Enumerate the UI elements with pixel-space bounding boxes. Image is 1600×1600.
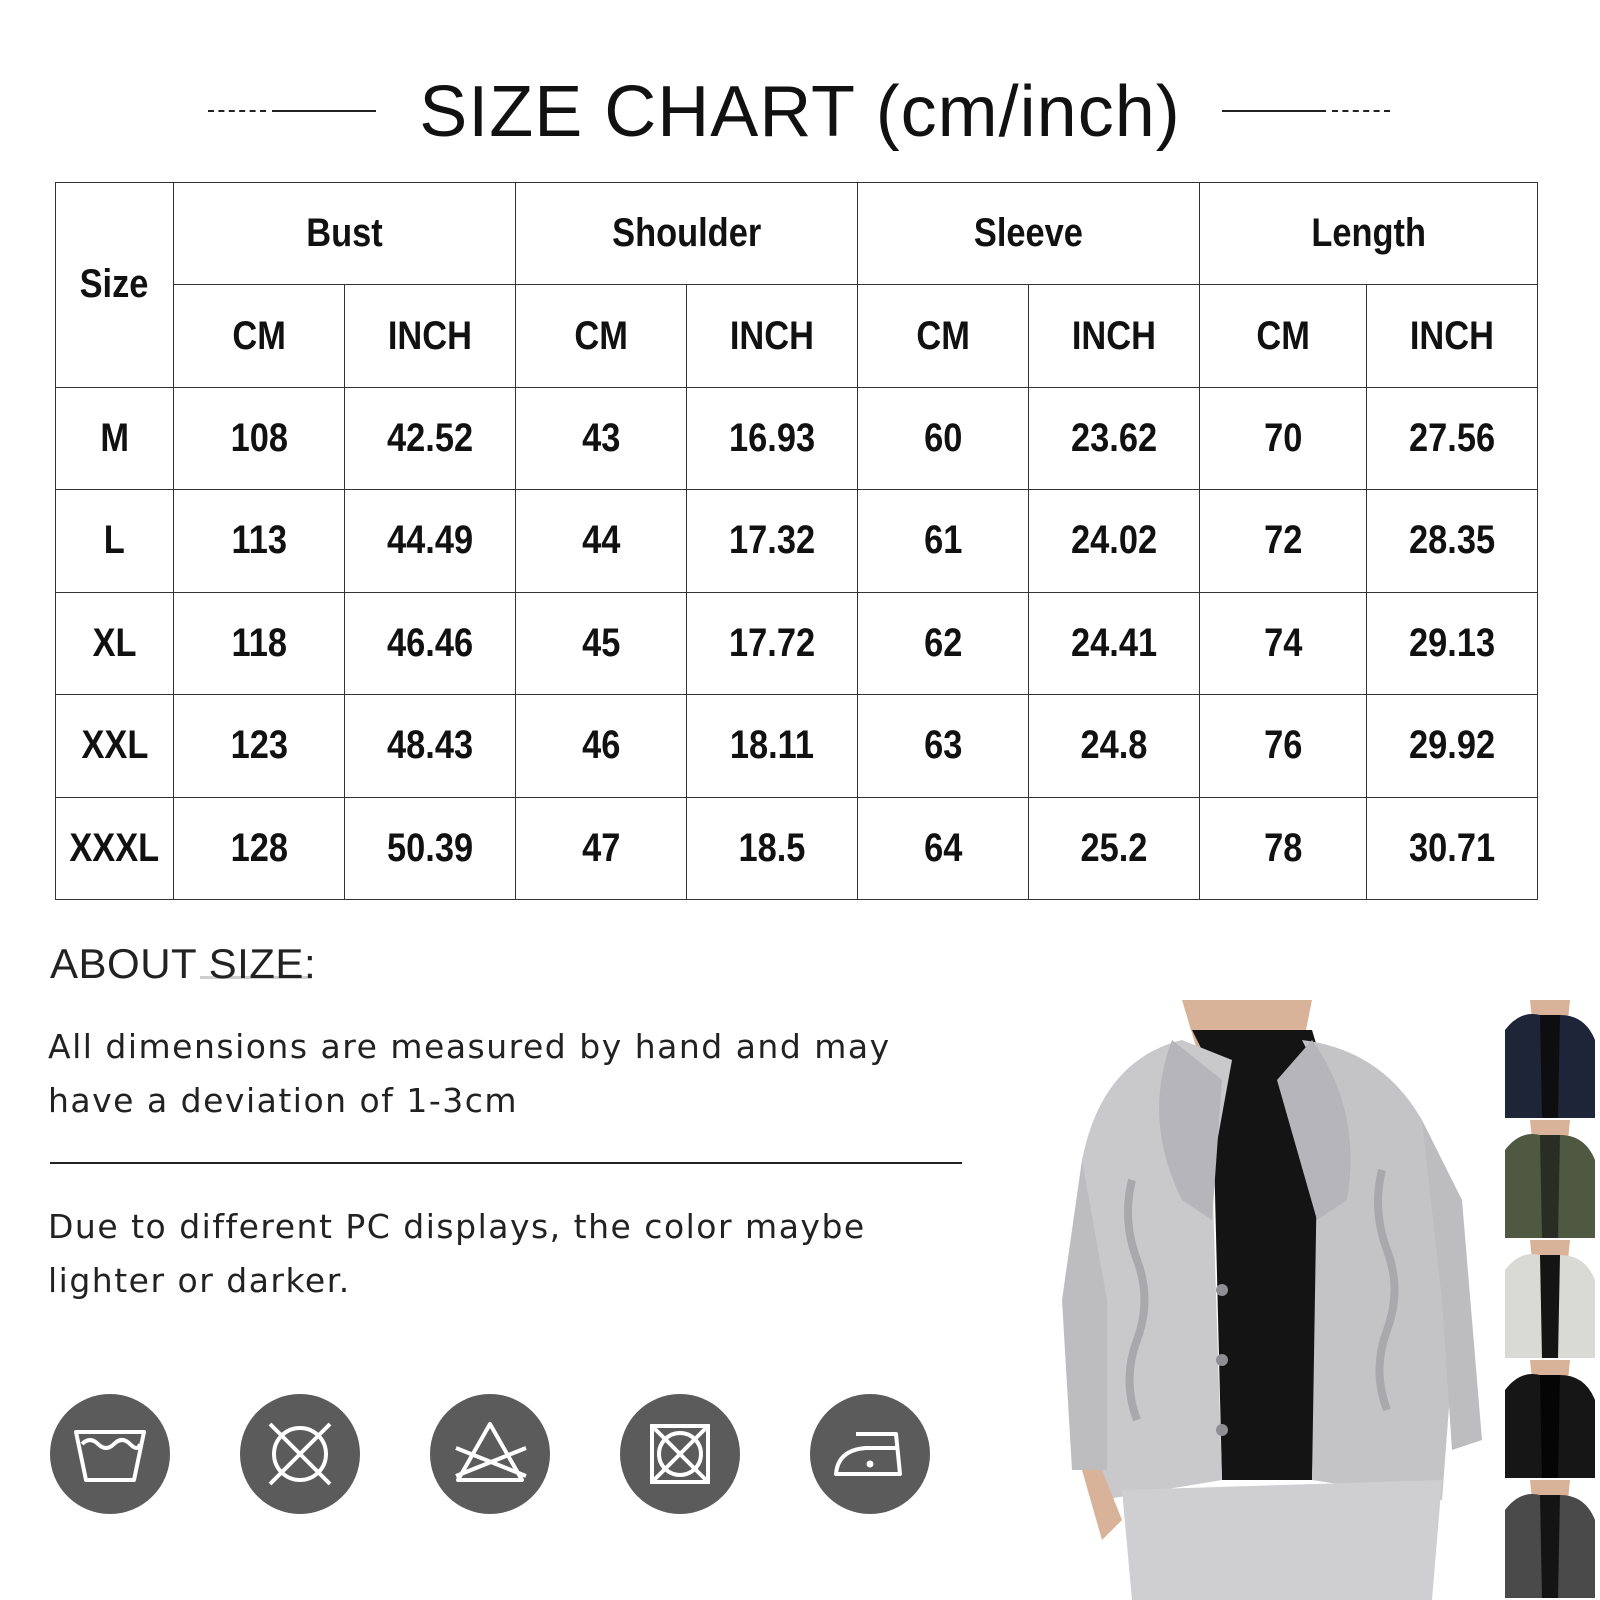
product-photo	[1062, 1000, 1500, 1600]
value-cell: 70	[1200, 387, 1367, 489]
value-cell: 24.41	[1029, 592, 1200, 694]
value-cell: 25.2	[1029, 797, 1200, 899]
title-row	[0, 62, 1600, 162]
color-thumbnails	[1500, 1000, 1600, 1600]
value-cell: 24.8	[1029, 695, 1200, 797]
color-thumbnail-navy[interactable]	[1500, 1000, 1600, 1118]
size-cell: XL	[56, 592, 174, 694]
value-cell: 43	[516, 387, 687, 489]
size-cell: XXXL	[56, 797, 174, 899]
unit-header: CM	[1200, 285, 1367, 387]
value-cell: 29.92	[1367, 695, 1538, 797]
low-iron-icon	[810, 1394, 930, 1514]
value-cell: 28.35	[1367, 490, 1538, 592]
value-cell: 60	[858, 387, 1029, 489]
value-cell: 62	[858, 592, 1029, 694]
table-row	[56, 387, 1538, 489]
value-cell: 18.5	[687, 797, 858, 899]
value-cell: 46	[516, 695, 687, 797]
unit-header: CM	[858, 285, 1029, 387]
value-cell: 63	[858, 695, 1029, 797]
value-cell: 47	[516, 797, 687, 899]
color-thumbnail-gray[interactable]	[1500, 1480, 1600, 1598]
about-note-measurement: All dimensions are measured by hand and may have a deviation of 1-3cm	[48, 1027, 891, 1120]
size-header: Size	[56, 183, 174, 388]
value-cell: 17.72	[687, 592, 858, 694]
value-cell: 44	[516, 490, 687, 592]
value-cell: 27.56	[1367, 387, 1538, 489]
value-cell: 128	[174, 797, 345, 899]
value-cell: 50.39	[345, 797, 516, 899]
unit-header: INCH	[687, 285, 858, 387]
value-cell: 18.11	[687, 695, 858, 797]
table-row	[56, 490, 1538, 592]
value-cell: 44.49	[345, 490, 516, 592]
table-row	[56, 797, 1538, 899]
value-cell: 72	[1200, 490, 1367, 592]
unit-header: INCH	[1367, 285, 1538, 387]
color-thumbnail-olive[interactable]	[1500, 1120, 1600, 1238]
unit-header: CM	[516, 285, 687, 387]
value-cell: 42.52	[345, 387, 516, 489]
value-cell: 24.02	[1029, 490, 1200, 592]
value-cell: 61	[858, 490, 1029, 592]
group-header-bust: Bust	[174, 183, 516, 285]
value-cell: 118	[174, 592, 345, 694]
table-row	[56, 695, 1538, 797]
value-cell: 123	[174, 695, 345, 797]
do-not-tumble-dry-icon	[240, 1394, 360, 1514]
hand-wash-icon	[50, 1394, 170, 1514]
size-cell: M	[56, 387, 174, 489]
about-note-color: Due to different PC displays, the color maybe lighter or darker.	[48, 1207, 866, 1300]
value-cell: 78	[1200, 797, 1367, 899]
do-not-dry-clean-icon	[620, 1394, 740, 1514]
value-cell: 17.32	[687, 490, 858, 592]
group-header-sleeve: Sleeve	[858, 183, 1200, 285]
value-cell: 45	[516, 592, 687, 694]
unit-header: INCH	[345, 285, 516, 387]
value-cell: 46.46	[345, 592, 516, 694]
value-cell: 48.43	[345, 695, 516, 797]
size-cell: XXL	[56, 695, 174, 797]
value-cell: 16.93	[687, 387, 858, 489]
unit-header-row	[56, 285, 1538, 387]
do-not-bleach-icon	[430, 1394, 550, 1514]
size-table	[55, 182, 1538, 900]
color-thumbnail-black[interactable]	[1500, 1360, 1600, 1478]
table-row	[56, 592, 1538, 694]
page-title: SIZE CHART (cm/inch)	[419, 72, 1181, 152]
value-cell: 76	[1200, 695, 1367, 797]
value-cell: 64	[858, 797, 1029, 899]
value-cell: 113	[174, 490, 345, 592]
value-cell: 108	[174, 387, 345, 489]
divider	[50, 1162, 962, 1164]
size-cell: L	[56, 490, 174, 592]
value-cell: 23.62	[1029, 387, 1200, 489]
group-header-shoulder: Shoulder	[516, 183, 858, 285]
about-title: ABOUT SIZE:	[50, 940, 317, 987]
value-cell: 30.71	[1367, 797, 1538, 899]
value-cell: 29.13	[1367, 592, 1538, 694]
unit-header: CM	[174, 285, 345, 387]
value-cell: 74	[1200, 592, 1367, 694]
color-thumbnail-white[interactable]	[1500, 1240, 1600, 1358]
group-header-length: Length	[1200, 183, 1538, 285]
unit-header: INCH	[1029, 285, 1200, 387]
